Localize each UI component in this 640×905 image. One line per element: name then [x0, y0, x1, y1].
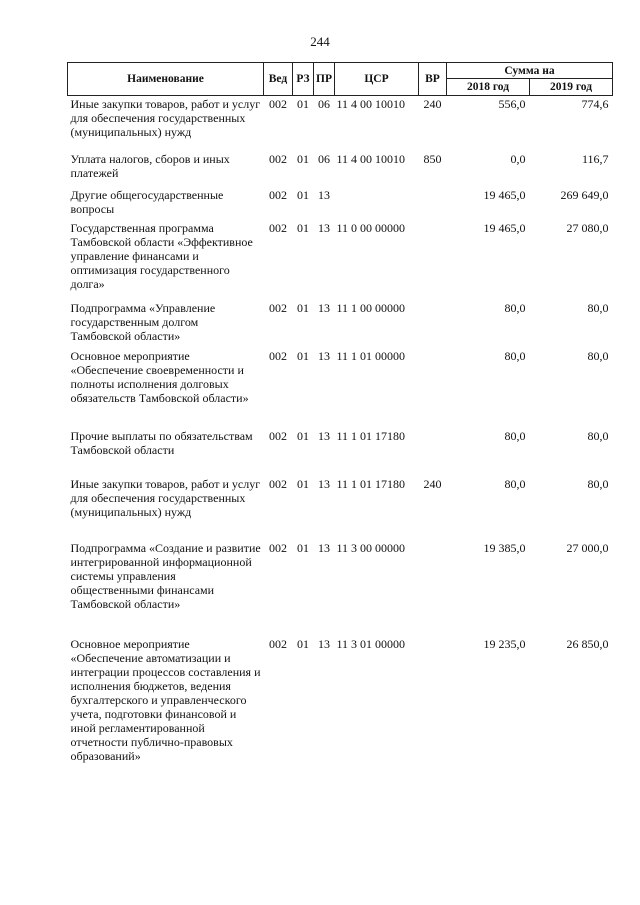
row-rz: 01: [297, 151, 309, 166]
row-csr: 11 0 00 00000: [336, 220, 406, 235]
row-name: Прочие выплаты по обязательствам Тамбовской области: [70, 428, 253, 457]
row-sum-2018: 19 235,0: [483, 636, 526, 651]
row-pr: 06: [318, 151, 330, 166]
row-vr: 850: [423, 151, 442, 166]
row-rz: 01: [297, 220, 309, 235]
row-csr: 11 1 01 00000: [336, 348, 406, 363]
header-rz: РЗ: [293, 63, 314, 96]
row-pr: 13: [318, 636, 330, 651]
row-sum-2018: 19 465,0: [483, 220, 526, 235]
row-sum-2019: 80,0: [587, 348, 609, 363]
row-sum-2018: 80,0: [504, 428, 526, 443]
row-vr: [419, 637, 447, 813]
row-sum-2018: 19 465,0: [483, 187, 526, 202]
row-name: Основное мероприятие «Обеспечение автоматизации и интеграции процессов составления и исполнения бюджетов, ведения бухгалтерского и управленческого учета, подготовки финансовой и иной регламентированной отчетности публично-правовых образований»: [70, 636, 261, 763]
row-sum-2019: 80,0: [587, 300, 609, 315]
row-ved: 002: [269, 220, 287, 235]
table-row: [68, 541, 613, 637]
row-vr: [419, 349, 447, 429]
row-csr: 11 1 01 17180: [336, 428, 406, 443]
row-ved: 002: [269, 348, 287, 363]
budget-table: [67, 62, 613, 813]
row-name: Другие общегосударственные вопросы: [70, 187, 224, 216]
header-name: Наименование: [68, 63, 264, 96]
row-vr: [419, 301, 447, 349]
row-sum-2019: 27 080,0: [566, 220, 609, 235]
row-sum-2018: 80,0: [504, 300, 526, 315]
row-ved: 002: [269, 97, 287, 111]
row-ved: 002: [269, 300, 287, 315]
row-name: Иные закупки товаров, работ и услуг для обеспечения государственных (муниципальных) нужд: [70, 97, 261, 139]
table-body: [68, 96, 613, 813]
table-row: [68, 152, 613, 188]
row-name: Подпрограмма «Управление государственным долгом Тамбовской области»: [70, 300, 216, 343]
row-name: Иные закупки товаров, работ и услуг для обеспечения государственных (муниципальных) нужд: [70, 476, 261, 519]
row-pr: 13: [318, 187, 330, 202]
row-ved: 002: [269, 540, 287, 555]
row-rz: 01: [297, 636, 309, 651]
row-name: Государственная программа Тамбовской области «Эффективное управление финансами и оптимизация государственного долга»: [70, 220, 253, 291]
row-ved: 002: [269, 636, 287, 651]
row-vr: [419, 429, 447, 477]
row-vr: 240: [423, 476, 442, 491]
row-name: Основное мероприятие «Обеспечение своевременности и полноты исполнения долговых обязательств Тамбовской области»: [70, 348, 249, 405]
table-header: [68, 63, 613, 96]
row-pr: 13: [318, 476, 330, 491]
row-pr: 13: [318, 220, 330, 235]
row-sum-2019: 80,0: [587, 428, 609, 443]
row-pr: 06: [318, 97, 330, 111]
row-vr: [419, 188, 447, 221]
row-csr: 11 4 00 10010: [336, 97, 406, 111]
row-ved: 002: [269, 476, 287, 491]
row-sum-2018: 556,0: [498, 97, 526, 111]
row-rz: 01: [297, 348, 309, 363]
row-csr: 11 1 00 00000: [336, 300, 406, 315]
table-row: [68, 221, 613, 301]
row-rz: 01: [297, 187, 309, 202]
row-sum-2018: 0,0: [510, 151, 526, 166]
header-pr: ПР: [314, 63, 335, 96]
row-pr: 13: [318, 540, 330, 555]
row-csr: 11 4 00 10010: [336, 151, 406, 166]
row-pr: 13: [318, 428, 330, 443]
row-vr: [419, 541, 447, 637]
row-rz: 01: [297, 540, 309, 555]
row-rz: 01: [297, 300, 309, 315]
row-name: Уплата налогов, сборов и иных платежей: [70, 151, 230, 180]
table-row: [68, 349, 613, 429]
row-ved: 002: [269, 151, 287, 166]
row-sum-2018: 19 385,0: [483, 540, 526, 555]
table-row: [68, 188, 613, 221]
row-csr: 11 1 01 17180: [336, 476, 406, 491]
row-sum-2019: 80,0: [587, 476, 609, 491]
header-year-2018: 2018 год: [447, 79, 530, 96]
row-csr: 11 3 01 00000: [336, 636, 406, 651]
table-row: [68, 96, 613, 152]
row-pr: 13: [318, 348, 330, 363]
row-vr: [419, 221, 447, 301]
row-ved: 002: [269, 187, 287, 202]
header-vr: ВР: [419, 63, 447, 96]
table-row: [68, 477, 613, 541]
table-row: [68, 301, 613, 349]
row-csr: [335, 188, 419, 221]
row-name: Подпрограмма «Создание и развитие интегрированной информационной системы управления общественными финансами Тамбовской области»: [70, 540, 261, 611]
row-ved: 002: [269, 428, 287, 443]
header-csr: ЦСР: [335, 63, 419, 96]
row-rz: 01: [297, 97, 309, 111]
row-pr: 13: [318, 300, 330, 315]
row-rz: 01: [297, 428, 309, 443]
row-sum-2019: 116,7: [581, 151, 609, 166]
header-year-2019: 2019 год: [530, 79, 613, 96]
row-sum-2019: 26 850,0: [566, 636, 609, 651]
row-csr: 11 3 00 00000: [336, 540, 406, 555]
row-rz: 01: [297, 476, 309, 491]
table-row: [68, 429, 613, 477]
row-sum-2018: 80,0: [504, 476, 526, 491]
header-sum-group: Сумма на: [447, 63, 613, 79]
row-sum-2019: 774,6: [581, 97, 609, 111]
row-sum-2019: 27 000,0: [566, 540, 609, 555]
row-sum-2019: 269 649,0: [560, 187, 609, 202]
page-number: 244: [310, 34, 330, 49]
table-row: [68, 637, 613, 813]
row-sum-2018: 80,0: [504, 348, 526, 363]
row-vr: 240: [423, 97, 442, 111]
header-ved: Вед: [264, 63, 293, 96]
